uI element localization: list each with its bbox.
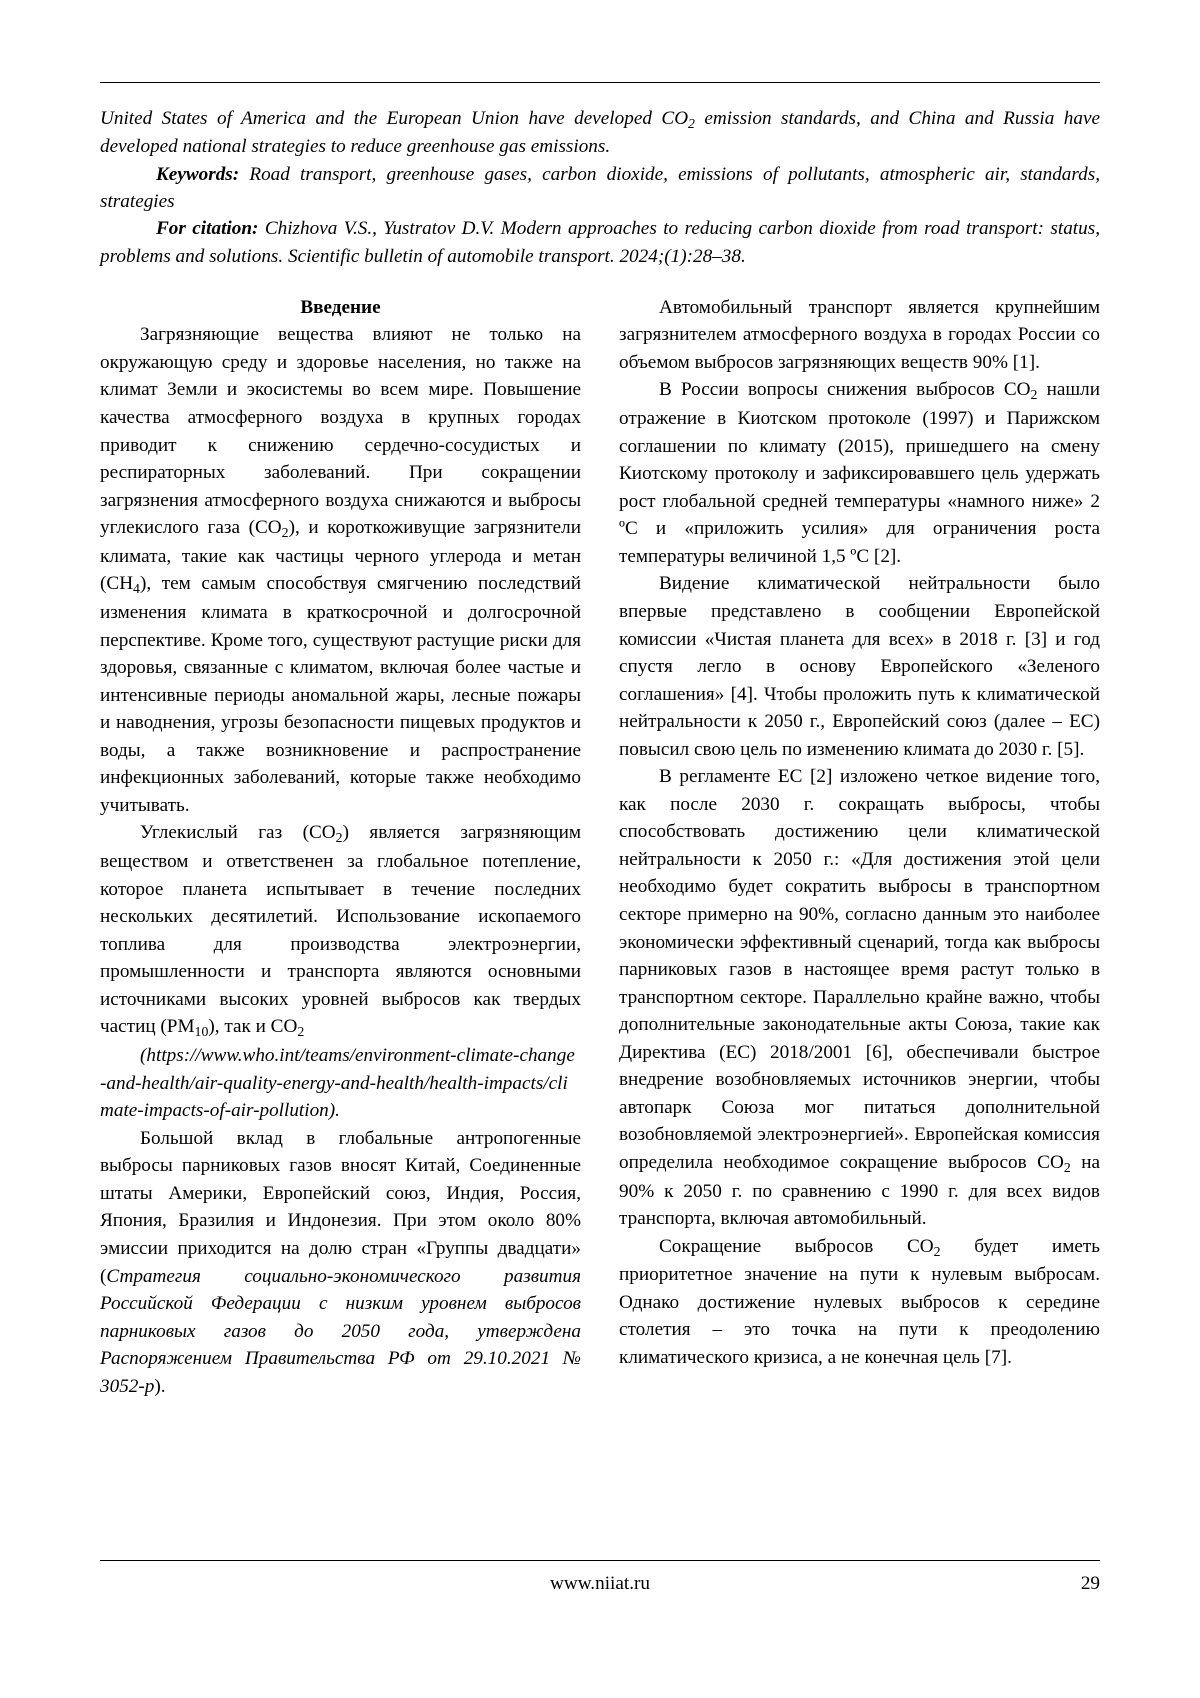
footer-divider (100, 1560, 1100, 1561)
paragraph-right-3: Видение климатической нейтральности было впервые представлено в сообщении Европейской комиссии «Чистая планета для всех» в 2018 г. [3] и год спустя легло в основу Европейского «Зеленого соглашения» [4]. Чтобы проложить путь к климатической нейтральности к 2050 г., Европейский союз (далее – ЕС) повысил свою цель по изменению климата до 2030 г. [5]. (619, 573, 1100, 760)
header-divider (100, 82, 1100, 83)
paragraph-left-4-italic: Стратегия социально-экономического развития Российской Федерации с низким уровнем выбросов парниковых газов до 2050 года, утверждена Распоряжением Правительства РФ от 29.10.2021 № 3052-р (100, 1265, 581, 1397)
left-column (100, 294, 581, 1400)
paragraph-left-4-end: ). (154, 1375, 166, 1397)
paragraph-right-4: В регламенте ЕС [2] изложено четкое видение того, как после 2030 г. сокращать выбросы, чтобы способствовать достижению цели климатической нейтральности к 2050 г.: «Для достижения этой цели необходимо будет сократить выбросы в транспортном секторе примерно на 90%, согласно данным это наиболее экономически эффективный сценарий, тогда как выбросы парниковых газов в настоящее время растут только в транспортном секторе. Параллельно крайне важно, чтобы дополнительные законодательные акты Союза, такие как Директива (ЕС) 2018/2001 [6], обеспечивали быстрое внедрение возобновляемых источников энергии, чтобы автопарк Союза мог питаться дополнительной возобновляемой электроэнергией». Европейская комиссия определила необходимое сокращение выбросов $CO_2$ на 90% к 2050 г. по сравнению с 1990 г. для всех видов транспорта, включая автомобильный. (619, 766, 1100, 1230)
paragraph-left-4 (100, 1125, 581, 1400)
paragraph-left-url: (https://www.who.int/teams/environment-climate-change-and-health/air-quality-energy-and-health/health-impacts/climate-impacts-of-air-pollution). (100, 1045, 575, 1122)
keywords-label: Keywords: (156, 163, 240, 185)
paragraph-left-2: Углекислый газ $(CO_2)$ является загрязняющим веществом и ответственен за глобальное потепление, которое планета испытывает в течение последних нескольких десятилетий. Использование ископаемого топлива для производства электроэнергии, промышленности и транспорта являются основными источниками высоких уровней выбросов как твердых частиц $(PM_{10})$, так и $CO_2$ (100, 822, 581, 1040)
paragraph-left-1: Загрязняющие вещества влияют не только на окружающую среду и здоровье населения, но также на климат Земли и экосистемы во всем мире. Повышение качества атмосферного воздуха в крупных городах приводит к снижению сердечно-сосудистых и респираторных заболеваний. При сокращении загрязнения атмосферного воздуха снижаются и выбросы углекислого газа $(CO_2)$, и короткоживущие загрязнители климата, такие как частицы черного углерода и метан $(CH_4)$, тем самым способствуя смягчению последствий изменения климата в краткосрочной и долгосрочной перспективе. Кроме того, существуют растущие риски для здоровья, связанные с климатом, включая более частые и интенсивные периоды аномальной жары, лесные пожары и наводнения, угрозы безопасности пищевых продуктов и воды, а также возникновение и распространение инфекционных заболеваний, которые также необходимо учитывать. (100, 324, 581, 816)
abstract-tail: United States of America and the European Union have developed $CO_2$ emission standards, and China and Russia have developed national strategies to reduce greenhouse gas emissions. (100, 108, 1100, 158)
paragraph-right-1: Автомобильный транспорт является крупнейшим загрязнителем атмосферного воздуха в городах России со объемом выбросов загрязняющих веществ 90% [1]. (619, 296, 1100, 373)
abstract-block (100, 105, 1100, 270)
paragraph-left-4-text: Большой вклад в глобальные антропогенные выбросы парниковых газов вносят Китай, Соединенные штаты Америки, Европейский союз, Индия, Россия, Япония, Бразилия и Индонезия. При этом около 80% эмиссии приходится на долю стран «Группы двадцати» ( (100, 1127, 581, 1287)
citation-paragraph (100, 215, 1100, 270)
keywords-paragraph (100, 161, 1100, 216)
right-column (619, 294, 1100, 1400)
citation-text: Chizhova V.S., Yustratov D.V. Modern approaches to reducing carbon dioxide from road transport: status, problems and solutions. Scientific bulletin of automobile transport. 2024;(1):28–38. (100, 218, 1100, 267)
page (100, 0, 1100, 1698)
keywords-text: Road transport, greenhouse gases, carbon dioxide, emissions of pollutants, atmospheric air, standards, strategies (100, 163, 1100, 213)
page-number: 29 (1080, 1573, 1100, 1594)
paragraph-right-5: Сокращение выбросов $CO_2$ будет иметь приоритетное значение на пути к нулевым выбросам. Однако достижение нулевых выбросов к середине столетия – это точка на пути к преодолению климатического кризиса, а не конечная цель [7]. (619, 1235, 1100, 1369)
section-heading-introduction: Введение (300, 296, 381, 318)
footer-website[interactable]: www.niiat.ru (549, 1573, 650, 1594)
paragraph-right-2: В России вопросы снижения выбросов $CO_2$ нашли отражение в Киотском протоколе (1997) и Парижском соглашении по климату (2015), пришедшего на смену Киотскому протоколу и зафиксировавшего цель удержать рост глобальной средней температуры «намного ниже» 2 ºС и «приложить усилия» для ограничения роста температуры величиной 1,5 ºС [2]. (619, 379, 1100, 567)
citation-label: For citation: (156, 218, 259, 240)
body-columns (100, 294, 1100, 1400)
page-footer (100, 1560, 1100, 1595)
